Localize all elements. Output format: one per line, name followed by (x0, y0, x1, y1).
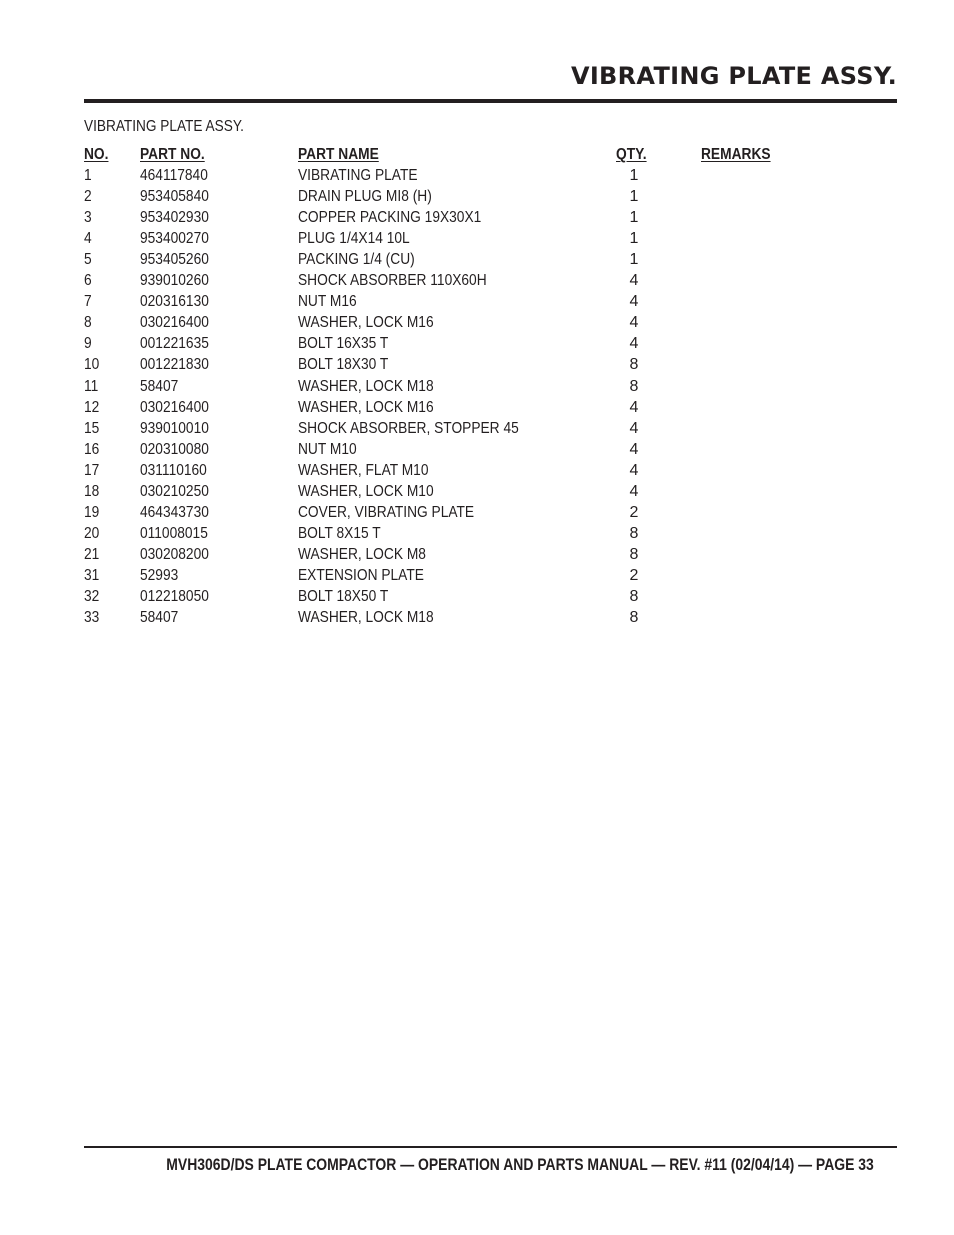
cell-qty: 2 (629, 566, 639, 584)
cell-no: 8 (84, 314, 92, 332)
cell-part-name: BOLT 8X15 T (298, 524, 381, 542)
cell-no: 32 (84, 587, 100, 605)
cell-no: 16 (84, 440, 100, 458)
section-subtitle: VIBRATING PLATE ASSY. (84, 118, 244, 135)
column-header-no: NO. (84, 146, 109, 163)
table-row (84, 461, 844, 482)
column-header-part-no: PART NO. (140, 146, 205, 163)
cell-qty: 8 (629, 524, 639, 542)
cell-part-name: BOLT 16X35 T (298, 335, 389, 353)
cell-qty: 1 (629, 167, 639, 185)
cell-part-no: 012218050 (140, 587, 209, 605)
table-row (84, 482, 844, 503)
cell-part-no: 939010010 (140, 419, 209, 437)
cell-qty: 4 (629, 314, 639, 332)
table-header (84, 145, 844, 166)
column-header-qty: QTY. (616, 146, 647, 163)
cell-qty: 4 (629, 398, 639, 416)
cell-part-name: BOLT 18X50 T (298, 587, 389, 605)
cell-part-name: WASHER, LOCK M18 (298, 609, 434, 627)
cell-part-name: PACKING 1/4 (CU) (298, 251, 415, 269)
page-footer: MVH306D/DS PLATE COMPACTOR — OPERATION AND PARTS MANUAL — REV. #11 (02/04/14) — PAGE 33 (166, 1155, 874, 1174)
cell-part-no: 030210250 (140, 482, 209, 500)
cell-part-no: 953402930 (140, 209, 209, 227)
cell-part-name: WASHER, LOCK M10 (298, 482, 434, 500)
cell-no: 12 (84, 398, 100, 416)
cell-part-no: 030216400 (140, 398, 209, 416)
cell-part-no: 464117840 (140, 167, 208, 185)
cell-no: 21 (84, 545, 100, 563)
cell-no: 11 (84, 377, 99, 395)
table-row (84, 524, 844, 545)
cell-qty: 4 (629, 335, 639, 353)
cell-part-name: BOLT 18X30 T (298, 356, 389, 374)
table-row (84, 166, 844, 187)
parts-table (84, 145, 844, 629)
table-row (84, 229, 844, 250)
cell-part-name: NUT M10 (298, 440, 357, 458)
cell-qty: 4 (629, 440, 639, 458)
table-row (84, 503, 844, 524)
cell-no: 7 (84, 293, 92, 311)
cell-part-no: 011008015 (140, 524, 208, 542)
bottom-rule (84, 1146, 897, 1148)
cell-part-name: WASHER, LOCK M16 (298, 314, 434, 332)
table-row (84, 377, 844, 398)
cell-part-no: 020310080 (140, 440, 209, 458)
cell-part-no: 031110160 (140, 461, 207, 479)
table-row (84, 398, 844, 419)
table-row (84, 271, 844, 292)
cell-part-name: WASHER, LOCK M8 (298, 545, 426, 563)
cell-part-name: PLUG 1/4X14 10L (298, 230, 410, 248)
cell-part-name: WASHER, FLAT M10 (298, 461, 429, 479)
table-row (84, 566, 844, 587)
cell-qty: 4 (629, 272, 639, 290)
cell-no: 9 (84, 335, 92, 353)
cell-part-no: 030216400 (140, 314, 209, 332)
cell-qty: 4 (629, 482, 639, 500)
cell-part-name: SHOCK ABSORBER 110X60H (298, 272, 487, 290)
table-body (84, 166, 844, 629)
cell-no: 31 (84, 566, 100, 584)
cell-qty: 1 (629, 251, 639, 269)
cell-part-no: 58407 (140, 377, 179, 395)
cell-part-name: DRAIN PLUG MI8 (H) (298, 188, 432, 206)
cell-qty: 4 (629, 419, 639, 437)
cell-part-no: 58407 (140, 609, 179, 627)
table-row (84, 250, 844, 271)
cell-part-name: WASHER, LOCK M16 (298, 398, 434, 416)
cell-part-name: EXTENSION PLATE (298, 566, 424, 584)
cell-part-name: SHOCK ABSORBER, STOPPER 45 (298, 419, 519, 437)
table-row (84, 440, 844, 461)
cell-no: 15 (84, 419, 100, 437)
cell-qty: 1 (629, 230, 639, 248)
cell-part-name: NUT M16 (298, 293, 357, 311)
column-header-part-name: PART NAME (298, 146, 379, 163)
page-title: VIBRATING PLATE ASSY. (570, 62, 897, 90)
cell-part-no: 939010260 (140, 272, 209, 290)
cell-no: 18 (84, 482, 100, 500)
table-row (84, 208, 844, 229)
cell-no: 5 (84, 251, 92, 269)
cell-no: 17 (84, 461, 100, 479)
cell-no: 2 (84, 188, 92, 206)
cell-part-no: 953400270 (140, 230, 209, 248)
cell-no: 20 (84, 524, 100, 542)
cell-qty: 1 (629, 188, 639, 206)
cell-qty: 4 (629, 461, 639, 479)
table-row (84, 292, 844, 313)
cell-part-no: 953405260 (140, 251, 209, 269)
cell-qty: 8 (629, 377, 639, 395)
cell-part-no: 030208200 (140, 545, 209, 563)
column-header-remarks: REMARKS (701, 146, 771, 163)
top-rule (84, 99, 897, 103)
cell-part-no: 020316130 (140, 293, 209, 311)
cell-qty: 4 (629, 293, 639, 311)
cell-qty: 8 (629, 356, 639, 374)
cell-part-name: WASHER, LOCK M18 (298, 377, 434, 395)
cell-no: 4 (84, 230, 92, 248)
cell-qty: 1 (629, 209, 639, 227)
cell-part-no: 464343730 (140, 503, 209, 521)
cell-no: 10 (84, 356, 100, 374)
cell-no: 3 (84, 209, 92, 227)
table-row (84, 187, 844, 208)
cell-qty: 8 (629, 609, 639, 627)
cell-no: 1 (84, 167, 92, 185)
cell-part-name: VIBRATING PLATE (298, 167, 418, 185)
cell-part-no: 001221635 (140, 335, 209, 353)
cell-part-no: 001221830 (140, 356, 209, 374)
cell-qty: 8 (629, 545, 639, 563)
table-row (84, 355, 844, 376)
cell-part-no: 953405840 (140, 188, 209, 206)
cell-no: 6 (84, 272, 92, 290)
cell-part-name: COPPER PACKING 19X30X1 (298, 209, 482, 227)
cell-no: 19 (84, 503, 100, 521)
table-row (84, 608, 844, 629)
cell-part-no: 52993 (140, 566, 179, 584)
table-row (84, 334, 844, 355)
cell-part-name: COVER, VIBRATING PLATE (298, 503, 475, 521)
cell-qty: 2 (629, 503, 639, 521)
cell-qty: 8 (629, 587, 639, 605)
cell-no: 33 (84, 609, 100, 627)
table-row (84, 419, 844, 440)
table-row (84, 587, 844, 608)
table-row (84, 545, 844, 566)
table-row (84, 313, 844, 334)
